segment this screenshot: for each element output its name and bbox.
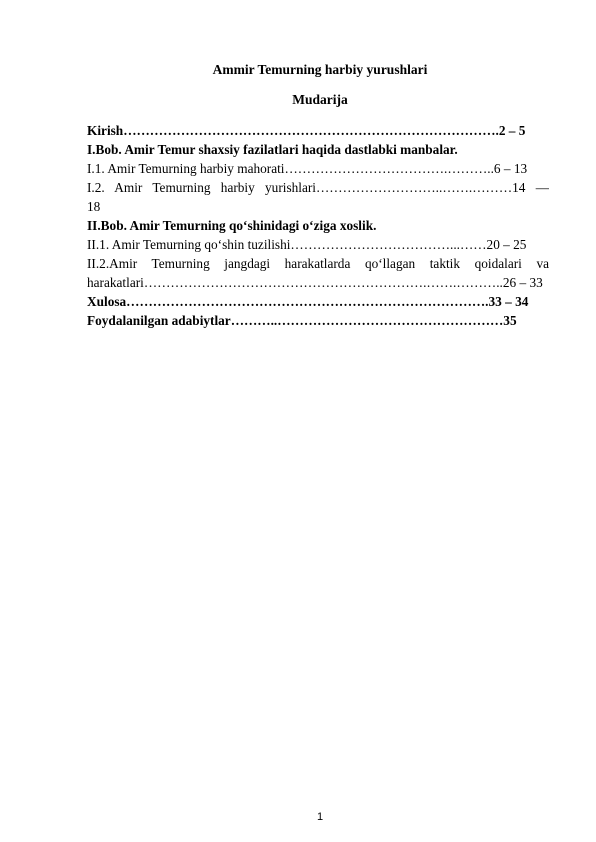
toc-entry-1-2: I.2. Amir Temurning harbiy yurishlari………………………..…….………14 — <box>87 180 549 195</box>
page-number: 1 <box>316 811 324 823</box>
table-of-contents-heading: Mudarija <box>292 92 348 107</box>
toc-entry-2-2: II.2.Amir Temurning jangdagi harakatlarda qo‘llagan taktik qoidalari va <box>87 256 549 271</box>
toc-chapter-2: II.Bob. Amir Temurning qo‘shinidagi o‘ziga xoslik. <box>87 218 377 233</box>
document-title: Ammir Temurning harbiy yurushlari <box>212 62 428 77</box>
toc-entry-2-2-continued: harakatlari……………………………………………………….…….………..26 – 33 <box>87 275 543 290</box>
toc-entry-kirish: Kirish………………………………………………………………………….2 – 5 <box>87 123 526 138</box>
toc-entry-1-2-page: 18 <box>87 199 101 214</box>
table-of-contents <box>87 121 549 330</box>
toc-chapter-1: I.Bob. Amir Temur shaxsiy fazilatlari haqida dastlabki manbalar. <box>87 142 458 157</box>
toc-entry-1-1: I.1. Amir Temurning harbiy mahorati……………………………….………..6 – 13 <box>87 161 528 176</box>
toc-entry-adabiyotlar: Foydalanilgan adabiytlar………..……………………………………………35 <box>87 313 517 328</box>
toc-entry-xulosa: Xulosa……………………………………………………………………….33 – 34 <box>87 294 529 309</box>
toc-entry-2-1: II.1. Amir Temurning qo‘shin tuzilishi………………………………...……20 – 25 <box>87 237 527 252</box>
